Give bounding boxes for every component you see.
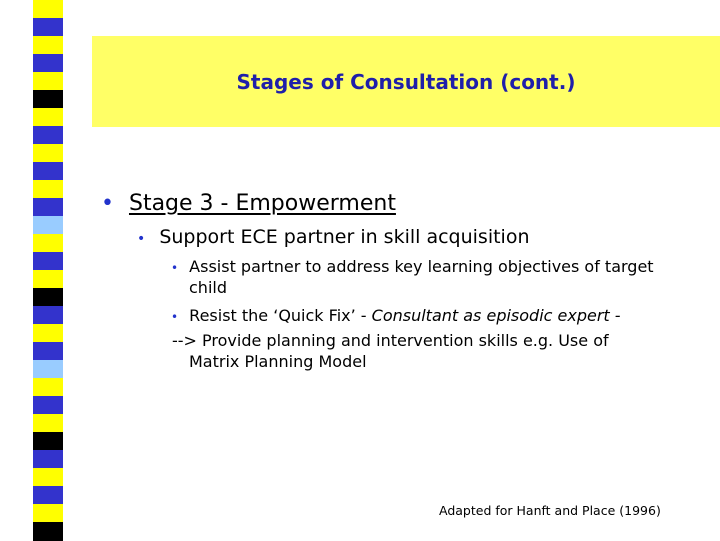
slide-title: Stages of Consultation (cont.) [236,69,576,94]
bullet-level3-a-line2: child [189,278,227,297]
bullet-level2-text: Support ECE partner in skill acquisition [159,226,530,248]
bullet-level3-b-line2: --> Provide planning and intervention skills e.g. Use of [172,331,609,350]
strip-block [33,396,63,415]
credit-note: Adapted for Hanft and Place (1996) [439,503,661,518]
strip-block [33,342,63,361]
bullet-level3-a [171,256,654,279]
bullet-level3-b-italic: Consultant as episodic expert - [371,306,621,325]
strip-block [33,54,63,73]
bullet-level3-b [171,305,621,328]
strip-block [33,180,63,199]
strip-block [33,522,63,541]
bullet-dot-icon: • [171,261,179,275]
strip-block [33,486,63,505]
bullet-dot-icon: • [171,310,179,324]
bullet-dot-icon: • [137,231,146,247]
strip-block [33,162,63,181]
strip-block [33,324,63,343]
strip-block [33,468,63,487]
bullet-level3-a-line1: Assist partner to address key learning objectives of target [189,257,654,276]
strip-block [33,306,63,325]
strip-block [33,288,63,307]
strip-block [33,432,63,451]
strip-block [33,216,63,235]
decorative-color-strip [33,0,63,540]
bullet-level1-text: Stage 3 - Empowerment [128,191,396,216]
strip-block [33,108,63,127]
strip-block [33,360,63,379]
strip-block [33,18,63,37]
strip-block [33,198,63,217]
strip-block [33,414,63,433]
strip-block [33,126,63,145]
bullet-level2 [137,226,530,248]
strip-block [33,270,63,289]
strip-block [33,252,63,271]
strip-block [33,450,63,469]
strip-block [33,0,63,19]
bullet-level3-b-line3: Matrix Planning Model [189,352,367,371]
strip-block [33,36,63,55]
strip-block [33,378,63,397]
strip-block [33,72,63,91]
strip-block [33,144,63,163]
bullet-level3-b-start: Resist the ‘Quick Fix’ - [189,306,372,325]
strip-block [33,504,63,523]
bullet-level1 [101,191,396,216]
bullet-dot-icon: • [101,191,114,216]
strip-block [33,90,63,109]
strip-block [33,234,63,253]
